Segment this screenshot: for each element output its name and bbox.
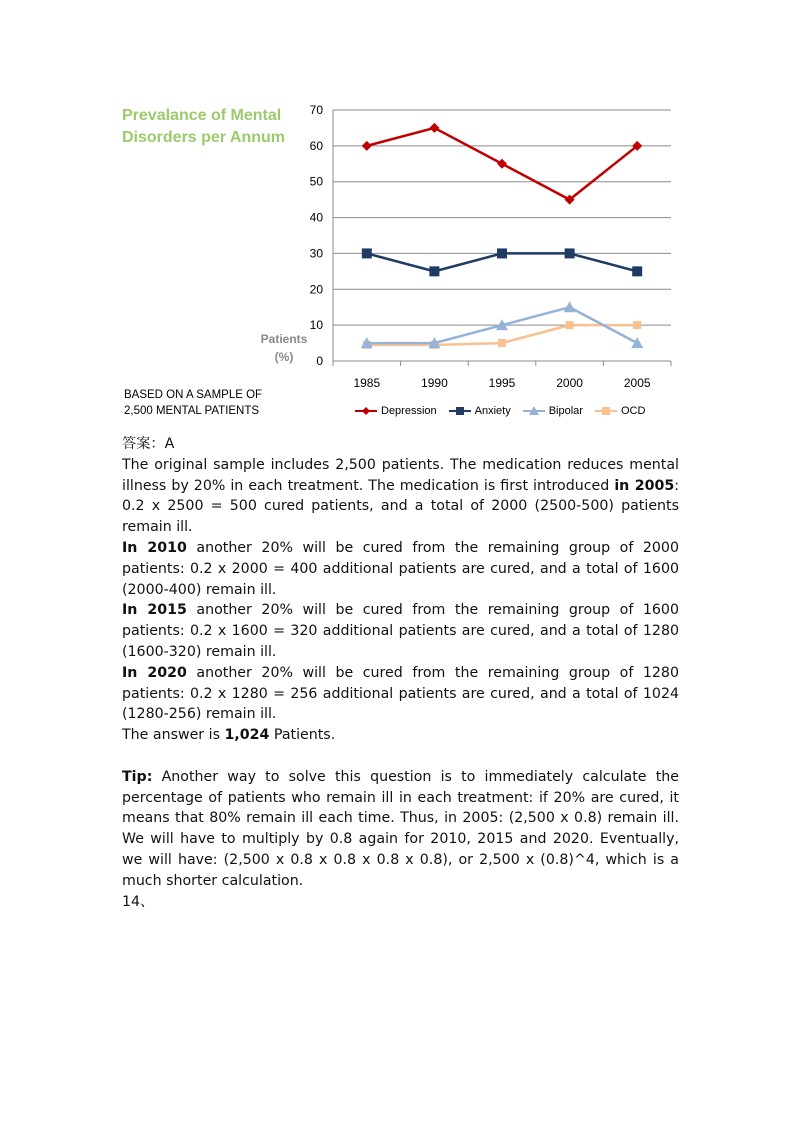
point-anxiety-2005: [632, 266, 642, 276]
y-tick-label-20: 20: [309, 282, 323, 297]
x-tick-label-1985: 1985: [353, 376, 381, 390]
point-depression-1990: [429, 123, 439, 133]
paragraph-2020-bold: In 2020: [122, 664, 187, 681]
tip-label: Tip:: [122, 768, 153, 785]
y-tick-label-0: 0: [316, 354, 323, 368]
chart-title: [122, 105, 292, 149]
next-question-number: 14、: [122, 893, 155, 910]
legend-label-anxiety: Anxiety: [474, 405, 511, 417]
x-tick-label-2005: 2005: [623, 376, 651, 390]
tip-paragraph: [122, 767, 679, 892]
x-tick-label-1990: 1990: [421, 376, 448, 390]
y-axis-label: [254, 330, 314, 366]
point-anxiety-1990: [429, 266, 439, 276]
point-ocd-2000: [566, 321, 574, 329]
legend-marker-ocd: [595, 406, 617, 416]
legend-item-bipolar: [523, 405, 583, 417]
y-tick-label-60: 60: [309, 138, 323, 153]
chart-title-line-2: Disorders per Annum: [122, 129, 285, 146]
y-tick-label-10: 10: [309, 318, 323, 333]
legend-label-ocd: OCD: [620, 405, 646, 417]
paragraph-2015: [122, 600, 679, 662]
point-depression-1985: [362, 141, 372, 151]
point-anxiety-1985: [362, 248, 372, 258]
paragraph-2005: [122, 455, 679, 538]
y-axis-label-line-2: (%): [274, 350, 294, 364]
point-ocd-2005: [633, 321, 641, 329]
y-tick-label-50: 50: [309, 174, 323, 189]
paragraph-2010: [122, 538, 679, 600]
legend-item-anxiety: [449, 405, 511, 417]
point-anxiety-2000: [565, 248, 575, 258]
sample-note-line-2: 2,500 MENTAL PATIENTS: [124, 405, 260, 417]
paragraph-2015-bold: In 2015: [122, 602, 187, 619]
paragraph-2010-rest: another 20% will be cured from the remaining group of 2000 patients: 0.2 x 2000 = 400 additional patients are cured, and a total of 1600 (2000-400) remain ill.: [122, 539, 679, 598]
legend-item-ocd: [595, 405, 645, 417]
answer-explanation: [122, 434, 679, 912]
spacer: [122, 746, 679, 767]
line-chart: [118, 95, 678, 430]
y-tick-label-70: 70: [309, 103, 323, 117]
point-bipolar-2000: [564, 301, 576, 312]
chart-title-line-1: Prevalance of Mental: [122, 107, 282, 124]
sample-note-line-1: BASED ON A SAMPLE OF: [124, 389, 263, 401]
paragraph-2015-rest: another 20% will be cured from the remaining group of 1600 patients: 0.2 x 1600 = 320 additional patients are cured, and a total of 1280 (1600-320) remain ill.: [122, 602, 679, 660]
point-ocd-1995: [498, 339, 506, 347]
y-tick-label-40: 40: [309, 210, 323, 225]
y-axis-label-line-1: Patients: [260, 332, 308, 346]
paragraph-2020: [122, 663, 679, 725]
point-depression-1995: [497, 159, 507, 169]
sample-note: [124, 387, 294, 419]
legend-marker-anxiety: [449, 406, 471, 416]
legend-marker-bipolar: [523, 406, 545, 416]
tip-text: Another way to solve this question is to immediately calculate the percentage of patients who remain ill in each treatment: if 20% are cured, it means that 80% remain ill each time. Thus, in 2005: (2,500 x 0.8) remain ill. We will have to multiply by 0.8 again for 2010, 2015 and 2020. Eventually, we will have: (2,500 x 0.8 x 0.8 x 0.8 x 0.8), or 2,500 x (0.8)^4, which is a much shorter calculation.: [122, 768, 679, 889]
legend-marker-depression: [355, 406, 377, 416]
point-bipolar-2005: [631, 337, 643, 348]
paragraph-2005-bold: in 2005: [614, 477, 675, 494]
y-tick-label-30: 30: [309, 246, 323, 261]
answer-value: 1,024: [224, 727, 270, 744]
answer-label: 答案：A: [122, 436, 175, 452]
legend-item-depression: [355, 405, 437, 417]
x-tick-label-2000: 2000: [556, 376, 583, 390]
answer-sentence-rest: Patients.: [269, 727, 336, 744]
paragraph-2010-bold: In 2010: [122, 539, 187, 556]
paragraph-2005-text: The original sample includes 2,500 patients. The medication reduces mental illness by 20% in each treatment. The medication is first introduced: [122, 456, 679, 494]
paragraph-2020-rest: another 20% will be cured from the remaining group of 1280 patients: 0.2 x 1280 = 256 additional patients are cured, and a total of 1024 (1280-256) remain ill.: [122, 664, 679, 723]
chart-legend: [355, 405, 645, 417]
answer-sentence: [122, 725, 679, 746]
paragraph-2005-rest: : 0.2 x 2500 = 500 cured patients, and a total of 2000 (2500-500) patients remain ill.: [122, 477, 680, 536]
legend-label-depression: Depression: [381, 405, 437, 417]
answer-sentence-text: The answer is: [122, 727, 225, 744]
x-tick-label-1995: 1995: [488, 376, 516, 390]
legend-label-bipolar: Bipolar: [548, 405, 583, 417]
point-anxiety-1995: [497, 248, 507, 258]
